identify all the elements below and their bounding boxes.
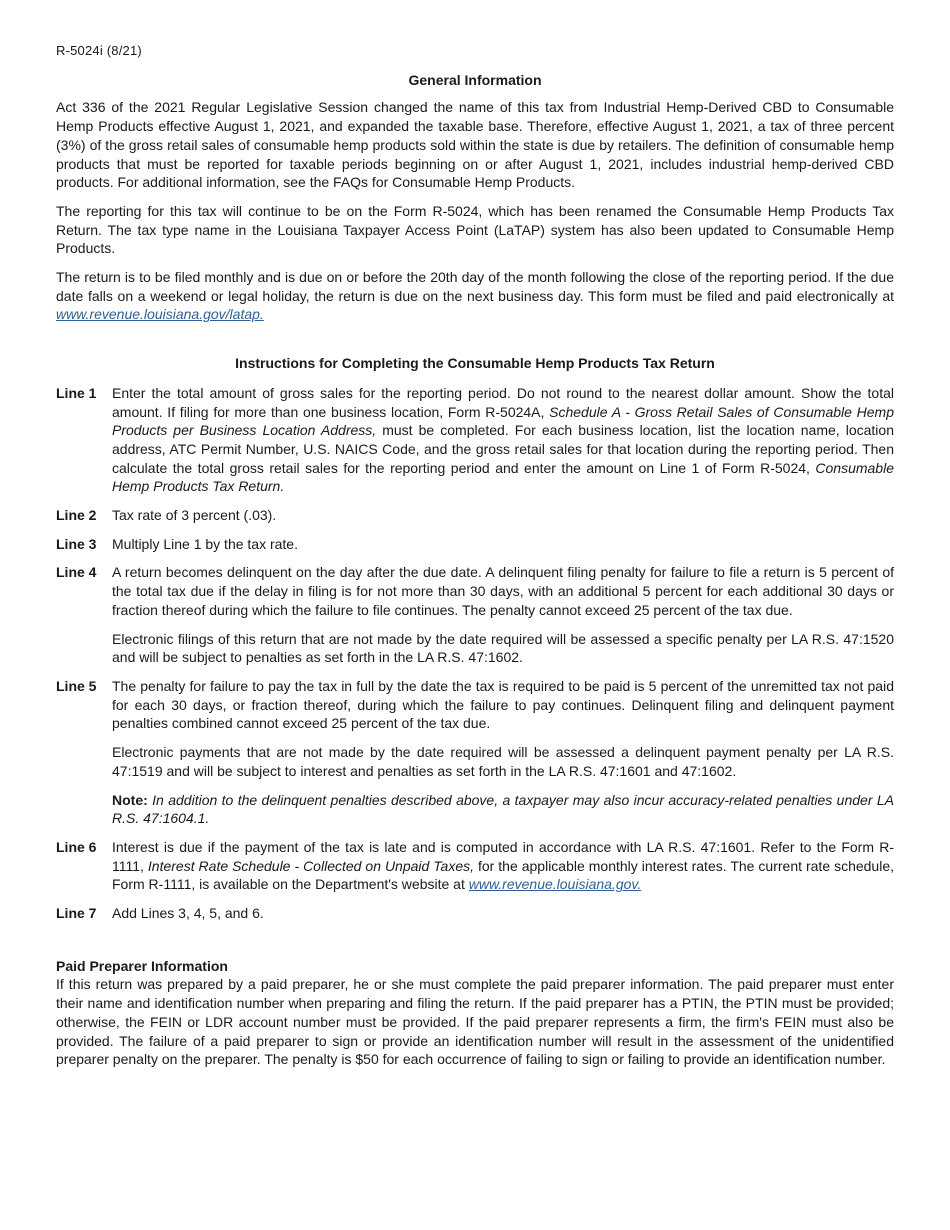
line-7-instruction [56,904,894,923]
line-1-instruction [56,384,894,496]
note-text: In addition to the delinquent penalties described above, a taxpayer may also incur accuracy-related penalties under LA R.S. 47:1604.1. [112,791,894,827]
return-title: Consumable Hemp Products Tax Return. [112,459,894,495]
line-3-body [112,535,894,554]
general-paragraph-3-text: The return is to be filed monthly and is due on or before the 20th day of the month following the close of the reporting period. If the due date falls on a weekend or legal holiday, the return is due on the next business day. This form must be filed and paid electronically at [56,269,894,304]
instructions-heading: Instructions for Completing the Consumable Hemp Products Tax Return [235,355,715,372]
line-2-label: Line 2 [56,507,97,524]
latap-link[interactable]: www.revenue.louisiana.gov/latap. [56,306,264,323]
line-6-text [112,838,894,894]
instructions-page [56,42,894,1069]
line-4-body [112,563,894,667]
paid-preparer-heading: Paid Preparer Information [56,957,228,974]
line-2-body [112,506,894,525]
line-5-instruction [56,677,894,828]
revenue-website-link[interactable]: www.revenue.louisiana.gov. [468,876,642,893]
line-4-paragraph-2: Electronic filings of this return that are not made by the date required will be assessed a specific penalty per LA R.S. 47:1520 and will be subject to penalties as set forth in the LA R.S. 47:1602. [112,630,894,666]
line-3-text: Multiply Line 1 by the tax rate. [112,535,298,552]
line-5-paragraph-2: Electronic payments that are not made by the date required will be assessed a delinquent payment penalty per LA R.S. 47:1519 and will be subject to interest and penalties as set forth in the LA R.S. 47:1601 and 47:1602. [112,744,894,779]
line-2-text: Tax rate of 3 percent (.03). [112,507,277,524]
line-1-text-b: must be completed. For each business location, list the location name, location address, ATC Permit Number, U.S. NAICS Code, and the gross retail sales for that location during the reporting period. Then calculate the total gross retail sales for the reporting period and enter the amount on Line 1 of Form R-5024, [112,422,894,476]
general-paragraph-2: The reporting for this tax will continue to be on the Form R-5024, which has been renamed the Consumable Hemp Products Tax Return. The tax type name in the Louisiana Taxpayer Access Point (LaTAP) system has also been updated to Consumable Hemp Products. [56,202,894,257]
line-5-label: Line 5 [56,677,97,694]
line-7-body [112,904,894,923]
line-6-label: Line 6 [56,838,97,855]
paid-preparer-text: If this return was prepared by a paid preparer, he or she must complete the paid preparer information. The paid preparer must enter their name and identification number when preparing and filing the return. If the paid preparer has a PTIN, the PTIN must be provided; otherwise, the FEIN or LDR account number must be provided. If the paid preparer represents a firm, the firm's FEIN must also be provided. The failure of a paid preparer to sign or provide an identification number will result in the assessment of the unidentified preparer penalty on the preparer. The penalty is $50 for each occurrence of failing to sign or failing to provide an identification number. [56,976,894,1068]
line-1-text-a: Enter the total amount of gross sales for the reporting period. Do not round to the nearest dollar amount. Show the total amount. If filing for more than one business location, Form R-5024A, [112,384,894,420]
line-4-label: Line 4 [56,564,97,581]
line-5-body [112,677,894,828]
line-4-paragraph-1: A return becomes delinquent on the day after the due date. A delinquent filing penalty for failure to file a return is 5 percent of the total tax due if the delay in filing is for not more than 30 days, with an additional 5 percent for each additional 30 days or fraction thereof during which the failure to file continues. The penalty cannot exceed 25 percent of the tax due. [112,564,894,618]
note-label: Note: [112,791,148,808]
line-3-instruction [56,535,894,554]
line-1-body [112,384,894,496]
line-2-instruction [56,506,894,525]
line-5-paragraph-1: The penalty for failure to pay the tax in full by the date the tax is required to be paid is 5 percent of the unremitted tax not paid for each 30 days, or fraction thereof, during which the failure to pay continues. Delinquent filing and delinquent payment penalties combined cannot exceed 25 percent of the tax due. [112,677,894,732]
general-information-heading: General Information [408,71,542,88]
paid-preparer-section [56,957,894,1069]
line-6-instruction [56,838,894,894]
line-1-label: Line 1 [56,384,97,401]
line-instructions-section [56,354,894,923]
line-6-body [112,838,894,894]
line-6-text-a: Interest is due if the payment of the tax is late and is computed in accordance with LA R.S. 47:1601. Refer to the Form R-1111, [112,838,894,874]
general-paragraph-1: Act 336 of the 2021 Regular Legislative Session changed the name of this tax from Industrial Hemp-Derived CBD to Consumable Hemp Products effective August 1, 2021, and expanded the taxable base. Therefore, effective August 1, 2021, a tax of three percent (3%) of the gross retail sales of consumable hemp products sold within the state is due by retailers. The definition of consumable hemp products that must be reported for taxable periods beginning on or after August 1, 2021, includes industrial hemp-derived CBD products. For additional information, see the FAQs for Consumable Hemp Products. [56,99,894,191]
line-7-label: Line 7 [56,905,97,922]
general-paragraph-3 [56,268,894,324]
interest-rate-schedule-title: Interest Rate Schedule - Collected on Unpaid Taxes, [147,857,475,874]
line-4-instruction [56,563,894,667]
line-3-label: Line 3 [56,535,97,552]
line-1-text [112,384,894,496]
line-5-note [112,791,894,828]
general-information-section [56,71,894,324]
line-6-text-b: for the applicable monthly interest rates. The current rate schedule, Form R-1111, is available on the Department's website at [112,857,895,893]
form-id: R-5024i (8/21) [56,43,142,58]
line-7-text: Add Lines 3, 4, 5, and 6. [112,905,264,922]
schedule-a-title: Schedule A - Gross Retail Sales of Consumable Hemp Products per Business Location Address, [112,403,894,439]
